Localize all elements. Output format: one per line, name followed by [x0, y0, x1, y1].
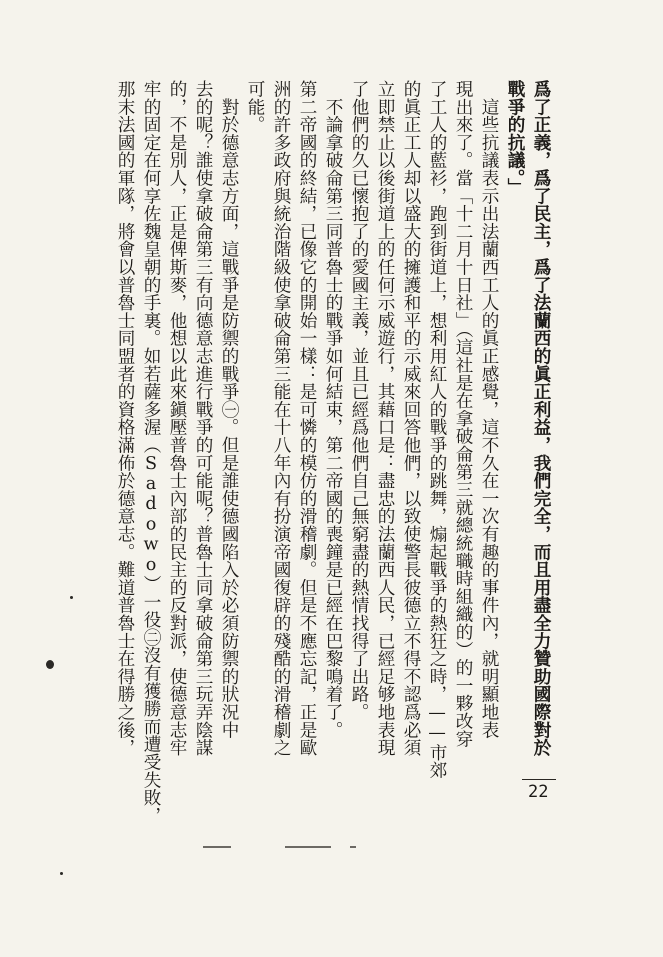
text-column-2: 戰爭的抗議。」 [505, 80, 526, 196]
text-column-13: 對於德意志方面，這戰爭是防禦的戰爭㊀。但是誰使德國陷入於必須防禦的狀況中 [219, 80, 239, 739]
text-column-12: 可能。 [245, 80, 265, 134]
text-column-11: 洲的許多政府與統治階級使拿破侖第三能在十八年內有扮演帝國復辟的殘酷的滑稽劇之 [271, 80, 291, 757]
text-column-15: 的，不是別人，正是俾斯麥，他想以此來鎭壓普魯士內部的民主的反對派，使德意志牢 [167, 80, 187, 757]
ink-speck [46, 660, 54, 669]
text-column-3: 這些抗議表示出法蘭西工人的眞正感覺，這不久在一次有趣的事件內，就明顯地表 [479, 80, 499, 739]
scan-mark [203, 846, 231, 848]
ink-speck [60, 872, 63, 875]
page-number-rule [522, 779, 556, 780]
text-column-17: 那末法國的軍隊，將會以普魯士同盟者的資格滿佈於德意志。難道普魯士在得勝之後， [115, 80, 135, 757]
text-column-4: 現出來了。當「十二月十日社」（這社是在拿破侖第三就總統職時組織的）的一夥改穿 [453, 80, 473, 748]
text-column-7: 立即禁止以後街道上的任何示威遊行，其藉口是：盡忠的法蘭西人民，已經足够地表現 [375, 80, 395, 757]
text-column-5: 了工人的藍衫，跑到街道上，想利用紅人的戰爭的跳舞，煽起戰爭的熱狂之時，——市郊 [427, 80, 447, 779]
text-column-6: 的眞正工人却以盛大的擁護和平的示威來回答他們，以致使警長彼德立不得不認爲必須 [401, 80, 421, 757]
text-column-8: 了他們的久已懷抱了的愛國主義，並且已經爲他們自己無窮盡的熱情找得了出路。 [349, 80, 369, 721]
text-column-10: 第二帝國的終結，已像它的開始一樣：是可憐的模仿的滑稽劇。但是不應忘記，正是歐 [297, 80, 317, 757]
ink-speck [70, 596, 73, 599]
text-column-14: 去的呢？誰使拿破侖第三有向德意志進行戰爭的可能呢？普魯士同拿破侖第三玩弄陰謀 [193, 80, 213, 757]
text-column-16: 牢的固定在何享佐魏皇朝的手裏。如若薩多渥（Sadowo）一役㊁沒有獲勝而遭受失敗， [141, 80, 161, 825]
text-column-1: 爲了正義，爲了民主，爲了法蘭西的眞正利益，我們完全，而且用盡全力贊助國際對於 [531, 80, 552, 757]
scan-mark [285, 846, 331, 848]
page-number: 22 [528, 782, 549, 802]
text-column-9: 不論拿破侖第三同普魯士的戰爭如何結束，第二帝國的喪鐘是已經在巴黎鳴着了。 [323, 80, 343, 739]
scan-mark [350, 846, 356, 848]
